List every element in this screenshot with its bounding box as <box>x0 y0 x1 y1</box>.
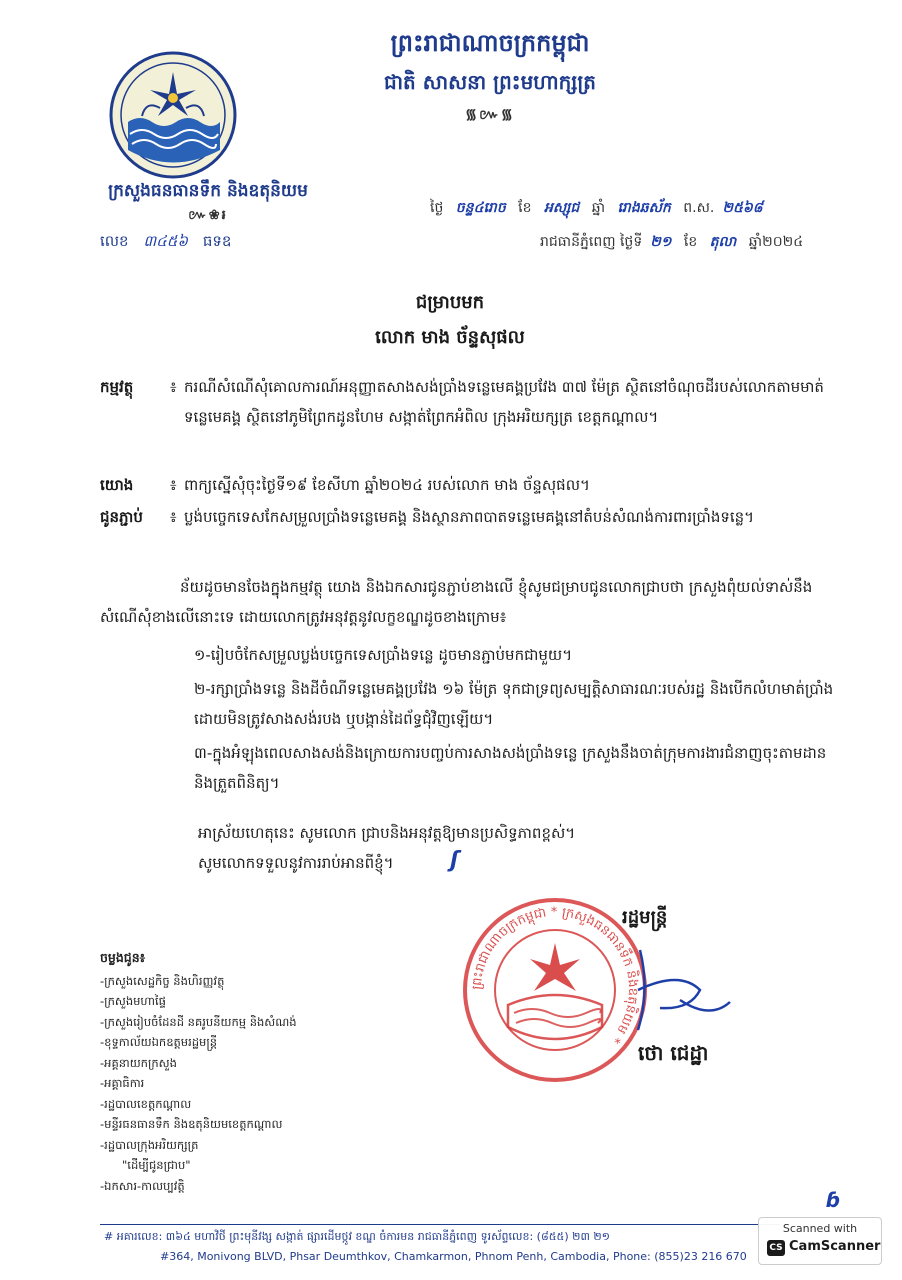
list-item: -រដ្ឋបាលក្រុងអរិយក្សត្រ <box>100 1137 199 1152</box>
list-item: "ដើម្បីជូនជ្រាប" <box>122 1158 191 1172</box>
salutation: ជម្រាបមក <box>415 292 485 313</box>
reference-section-colon: ៖ <box>170 476 177 494</box>
attachment-section <box>100 502 824 532</box>
solar-month-label: ខែ <box>683 234 698 250</box>
ministry-logo-icon <box>108 50 238 180</box>
lunar-month-prefix: ខែ <box>518 200 532 216</box>
solar-day: ២១ <box>650 234 672 250</box>
initials-mark-icon: ʃ <box>450 848 460 873</box>
watermark-line-1: Scanned with <box>782 1222 858 1235</box>
list-item: -ឯកសារ-កាលប្បវត្តិ <box>100 1178 185 1193</box>
list-item: -ក្រសួងសេដ្ឋកិច្ច និងហិរញ្ញវត្ថុ <box>100 973 225 988</box>
solar-month: តុលា <box>709 234 737 250</box>
list-item: ១-រៀបចំកែសម្រួលប្លង់បច្ចេកទេសប្រាំងទន្លេ ដូចមានភ្ជាប់មកជាមួយ។ <box>194 646 573 664</box>
reference-label: លេខ <box>100 232 129 250</box>
list-item: ៣-ក្នុងអំឡុងពេលសាងសង់និងក្រោយការបញ្ចប់ការសាងសង់ប្រាំងទន្លេ ក្រសួងនឹងចាត់ក្រុមការងារជំនាញចុះតាមដាននិងត្រួតពិនិត្យ។ <box>194 744 827 792</box>
lunar-day-prefix: ថ្ងៃ <box>430 200 444 216</box>
footer-divider <box>100 1224 780 1225</box>
solar-date-line <box>540 232 803 253</box>
lunar-year: រោងឆស័ក <box>617 200 671 216</box>
reference-suffix: ធទឧ <box>202 232 232 250</box>
list-item: -អគ្គនាយកក្រសួង <box>100 1055 177 1070</box>
reference-section <box>100 470 824 500</box>
lunar-month: អស្សុជ <box>543 200 580 216</box>
watermark-line-2: CamScanner <box>789 1239 881 1254</box>
kingdom-title: ព្រះរាជាណាចក្រកម្ពុជា <box>390 28 590 57</box>
list-item: ២-រក្សាប្រាំងទន្លេ និងដីចំណីទន្លេមេគង្គប្រវែង ១៦ ម៉ែត្រ ទុកជាទ្រព្យសម្បត្តិសាធារណៈរបស់រដ្ឋ និងបើកលំហមាត់ប្រាំងដោយមិនត្រូវសាងសង់របង ឬបង្កាន់ដៃព័ទ្ធជុំវិញឡើយ។ <box>194 680 834 728</box>
footer-address-english: #364, Monivong BLVD, Phsar Deumthkov, Chamkarmon, Phnom Penh, Cambodia, Phone: (855)23 216 670 <box>160 1250 747 1263</box>
reference-section-text: ពាក្យស្នើសុំចុះថ្ងៃទី១៩ ខែសីហា ឆ្នាំ២០២៤ របស់លោក មាង ច័ន្ទសុផល។ <box>184 476 590 494</box>
body-intro: ន័យដូចមានចែងក្នុងកម្មវត្ថុ យោង និងឯកសារជូនភ្ជាប់ខាងលើ ខ្ញុំសូមជម្រាបជូនលោកជ្រាបថា ក្រសួងពុំយល់ទាស់នឹងសំណើសុំខាងលើនោះទេ ដោយលោកត្រូវអនុវត្តនូវលក្ខខណ្ឌដូចខាងក្រោម៖ <box>100 578 813 626</box>
list-item: -មន្ទីរធនធានទឹក និងឧតុនិយមខេត្តកណ្ដាល <box>100 1117 283 1131</box>
city-prefix: រាជធានីភ្នំពេញ ថ្ងៃទី <box>540 234 643 250</box>
header-ornament: ᯾៚᯾ <box>465 107 515 123</box>
list-item: -អគ្គាធិការ <box>100 1076 145 1090</box>
conditions-list <box>194 640 834 802</box>
list-item: -ខុទ្ទកាល័យឯកឧត្តមរដ្ឋមន្ត្រី <box>100 1035 218 1049</box>
camscanner-watermark <box>758 1217 882 1265</box>
closing-line-2: សូមលោកទទួលនូវការរាប់អានពីខ្ញុំ។ <box>198 854 394 872</box>
national-motto: ជាតិ សាសនា ព្រះមហាក្សត្រ <box>384 70 596 94</box>
reference-number <box>100 232 231 254</box>
lunar-date-line <box>430 198 771 219</box>
attachment-colon: ៖ <box>170 508 177 526</box>
attachment-text: ប្លង់បច្ចេកទេសកែសម្រួលប្រាំងទន្លេមេគង្គ និងស្ថានភាពបាតទន្លេមេគង្គនៅតំបន់សំណង់ការពារប្រាំងទន្លេ។ <box>184 508 755 526</box>
recipient-name: លោក មាង ច័ន្ទសុផល <box>375 327 525 348</box>
recipient-block <box>300 290 600 352</box>
era-prefix: ព.ស. <box>683 200 715 216</box>
subject-label: កម្មវត្ថុ <box>100 378 134 396</box>
minister-title: រដ្ឋមន្ត្រី <box>622 907 668 928</box>
ministry-name-block <box>98 180 318 226</box>
list-item: -ក្រសួងរៀបចំដែនដី នគរូបនីយកម្ម និងសំណង់ <box>100 1014 297 1029</box>
cc-list <box>100 948 297 1196</box>
camscanner-logo-icon: CS <box>767 1240 785 1256</box>
seal-text: ព្រះរាជាណាចក្រកម្ពុជា * ក្រសួងធនធានទឹក និងឧតុនិយម * <box>469 904 641 1047</box>
closing-line-1: អាស្រ័យហេតុនេះ សូមលោក ជ្រាបនិងអនុវត្តឱ្យមានប្រសិទ្ធភាពខ្ពស់។ <box>198 824 576 842</box>
ministry-name: ក្រសួងធនធានទឹក និងឧតុនិយម <box>108 181 308 201</box>
solar-year-label: ឆ្នាំ <box>748 234 763 250</box>
page-initials-mark-icon: ɓ <box>826 1188 841 1212</box>
subject-section <box>100 372 824 432</box>
lunar-day: ចន្ទ៤រោច <box>455 200 506 216</box>
list-item: -ក្រសួងមហាផ្ទៃ <box>100 994 166 1008</box>
subject-text: ករណីសំណើសុំគោលការណ៍អនុញ្ញាតសាងសង់ប្រាំងទន្លេមេគង្គប្រវែង ៣៧ ម៉ែត្រ ស្ថិតនៅចំណុចដីរបស់លោកតាមមាត់ទន្លេមេគង្គ ស្ថិតនៅភូមិព្រែកដូនហែម សង្កាត់ព្រែកអំពិល ក្រុងអរិយក្សត្រ ខេត្តកណ្ដាល។ <box>184 378 824 426</box>
cc-title: ចម្លងជូន៖ <box>100 950 146 965</box>
footer-address-khmer: # អគារលេខ: ៣៦៤ មហាវិថី ព្រះមុនីវង្ស សង្កាត់ ផ្សារដើមថ្កូវ ខណ្ឌ ចំការមន រាជធានីភ្នំពេញ ទូរស័ព្ទលេខ: (៨៥៥) ២៣ ២១ <box>104 1230 610 1243</box>
ministry-ornament: ៚❀៛ <box>188 208 228 223</box>
kingdom-header <box>300 28 680 126</box>
solar-year: ២០២៤ <box>762 234 804 250</box>
list-item: -រដ្ឋបាលខេត្តកណ្ដាល <box>100 1096 192 1111</box>
handwritten-signature-icon <box>620 930 740 1040</box>
lunar-year-prefix: ឆ្នាំ <box>591 200 606 216</box>
subject-colon: ៖ <box>170 378 177 396</box>
reference-handwritten-number: ៣៤៥៦ <box>143 232 189 250</box>
signer-name: ថោ ជេដ្ឋា <box>638 1041 709 1065</box>
reference-section-label: យោង <box>100 476 134 494</box>
era-year: ២៥៦៨ <box>722 200 763 216</box>
attachment-label: ជូនភ្ជាប់ <box>100 508 143 526</box>
